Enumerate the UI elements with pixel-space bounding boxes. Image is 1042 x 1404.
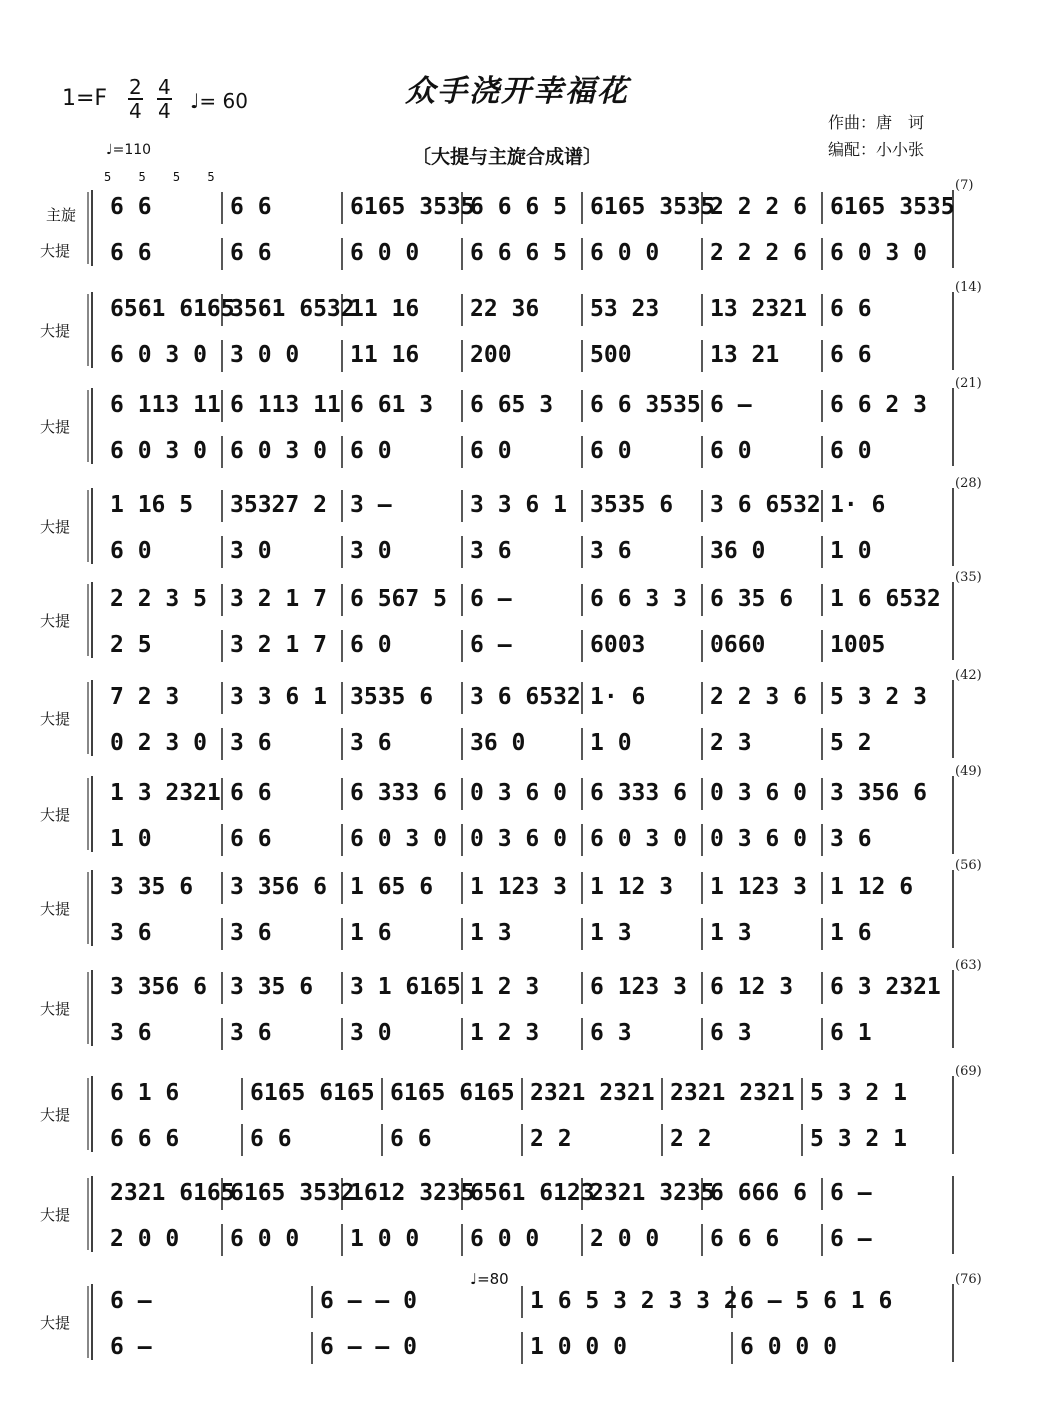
bass-measure: 6 0 (830, 438, 872, 464)
melody-measure: 6 – (470, 586, 512, 612)
melody-measure: 6 6 3535 (590, 392, 701, 418)
measure-number: (63) (955, 958, 982, 973)
page-subtitle: 〔大提与主旋合成谱〕 (412, 146, 603, 168)
melody-measure: 1 12 3 (590, 874, 674, 900)
melody-measure: 6165 3532 (230, 1180, 355, 1206)
melody-measure: 22 36 (470, 296, 540, 322)
bass-measure: 1 2 3 (470, 1020, 540, 1046)
measure-number: (35) (955, 570, 982, 585)
melody-measure: 1 16 5 (110, 492, 194, 518)
melody-measure: 1612 3235 (350, 1180, 475, 1206)
bass-measure: 3 6 (110, 920, 152, 946)
melody-measure: 1 3 2321 (110, 780, 221, 806)
melody-measure: 7 2 3 (110, 684, 180, 710)
bass-measure: 11 16 (350, 342, 420, 368)
bass-measure: 6 6 6 5 (470, 240, 567, 266)
bass-measure: 3 6 (230, 920, 272, 946)
part-label-bass: 大提 (40, 322, 71, 340)
arranger-credit: 编配：小小张 (828, 140, 925, 159)
bass-measure: 6 0 3 0 (110, 438, 207, 464)
part-label-bass: 大提 (40, 242, 71, 260)
melody-measure: 1 2 3 (470, 974, 540, 1000)
melody-measure: 5 3 2 3 (830, 684, 927, 710)
bass-measure: 5 2 (830, 730, 872, 756)
bass-measure: 0660 (710, 632, 766, 658)
bass-measure: 3 6 (230, 730, 272, 756)
bass-measure: 1 0 (590, 730, 632, 756)
melody-measure: 6 3 2321 (830, 974, 941, 1000)
bass-measure: 6 6 (230, 240, 272, 266)
melody-measure: 0 3 6 0 (470, 780, 567, 806)
grace-notes: 5 5 5 5 (104, 170, 215, 184)
bass-measure: 6 0 (590, 438, 632, 464)
bass-measure: 3 6 (350, 730, 392, 756)
part-label-bass: 大提 (40, 1000, 71, 1018)
bass-measure: 6 0 (350, 438, 392, 464)
melody-measure: 6 – (830, 1180, 872, 1206)
bass-measure: 3 6 (590, 538, 632, 564)
melody-measure: 6 – (110, 1288, 152, 1314)
melody-measure: 2321 3235 (590, 1180, 715, 1206)
melody-measure: 3 3 6 1 (230, 684, 327, 710)
bass-measure: 6 6 6 (710, 1226, 780, 1252)
melody-measure: 6 113 11 (230, 392, 341, 418)
melody-measure: 6561 6123 (470, 1180, 595, 1206)
bass-measure: 6 0 0 (350, 240, 420, 266)
bass-measure: 0 3 6 0 (470, 826, 567, 852)
bass-measure: 6 6 6 (110, 1126, 180, 1152)
melody-measure: 13 2321 (710, 296, 807, 322)
bass-measure: 6 0 (350, 632, 392, 658)
bass-measure: 0 2 3 0 (110, 730, 207, 756)
measure-number: (56) (955, 858, 982, 873)
melody-measure: 6 6 (830, 296, 872, 322)
bass-measure: 6 0 3 0 (590, 826, 687, 852)
bass-measure: 2 2 (530, 1126, 572, 1152)
bass-measure: 6 6 (230, 826, 272, 852)
bass-measure: 6 – (110, 1334, 152, 1360)
melody-measure: 1 12 6 (830, 874, 914, 900)
melody-measure: 35327 2 (230, 492, 327, 518)
melody-measure: 6 123 3 (590, 974, 687, 1000)
bass-measure: 6 0 0 0 (740, 1334, 837, 1360)
time-signature-1: $\frac{2}{4}$ (129, 75, 142, 123)
bass-measure: 6 0 (710, 438, 752, 464)
melody-measure: 2321 6165 (110, 1180, 235, 1206)
bass-measure: 6 3 (590, 1020, 632, 1046)
bass-measure: 6 0 0 (590, 240, 660, 266)
bass-measure: 3 6 (230, 1020, 272, 1046)
melody-measure: 3 35 6 (230, 974, 314, 1000)
melody-measure: 6 – 5 6 1 6 (740, 1288, 893, 1314)
bass-measure: 13 21 (710, 342, 780, 368)
bass-measure: 6 6 (830, 342, 872, 368)
melody-measure: 6 333 6 (590, 780, 687, 806)
bass-measure: 6 0 (110, 538, 152, 564)
melody-measure: 53 23 (590, 296, 660, 322)
bass-measure: 6 3 (710, 1020, 752, 1046)
melody-measure: 3 356 6 (110, 974, 207, 1000)
measure-number: (76) (955, 1272, 982, 1287)
melody-measure: 1 6 6532 (830, 586, 941, 612)
tempo-marking: ♩= 60 (190, 89, 248, 113)
bass-measure: 6003 (590, 632, 646, 658)
melody-measure: 2321 2321 (530, 1080, 655, 1106)
melody-measure: 3535 6 (350, 684, 434, 710)
melody-measure: 3 2 1 7 (230, 586, 327, 612)
melody-measure: 6 6 3 3 (590, 586, 687, 612)
melody-measure: 6 – – 0 (320, 1288, 417, 1314)
bass-measure: 6 0 3 0 (830, 240, 927, 266)
bass-measure: 1 3 (470, 920, 512, 946)
part-label-bass: 大提 (40, 418, 71, 436)
melody-measure: 3 6 6532 (710, 492, 821, 518)
bass-measure: 2 2 (670, 1126, 712, 1152)
bass-measure: 6 0 3 0 (230, 438, 327, 464)
melody-measure: 6 6 6 5 (470, 194, 567, 220)
melody-measure: 3 – (350, 492, 392, 518)
melody-measure: 3 35 6 (110, 874, 194, 900)
measure-number: (69) (955, 1064, 982, 1079)
bass-measure: 1 0 (830, 538, 872, 564)
bass-measure: 3 6 (830, 826, 872, 852)
melody-measure: 6165 6165 (390, 1080, 515, 1106)
melody-measure: 6 6 (230, 194, 272, 220)
melody-measure: 6165 3535 (350, 194, 475, 220)
bass-measure: 1 6 (350, 920, 392, 946)
bass-measure: 6 – (470, 632, 512, 658)
melody-measure: 6 12 3 (710, 974, 794, 1000)
measure-number: (14) (955, 280, 982, 295)
bass-measure: 6 0 0 (470, 1226, 540, 1252)
bass-measure: 1 6 (830, 920, 872, 946)
melody-measure: 3535 6 (590, 492, 674, 518)
bass-measure: 2 3 (710, 730, 752, 756)
bass-measure: 6 – – 0 (320, 1334, 417, 1360)
melody-measure: 2 2 2 6 (710, 194, 807, 220)
melody-measure: 3 1 6165 (350, 974, 461, 1000)
bass-measure: 3 6 (470, 538, 512, 564)
bass-measure: 1005 (830, 632, 886, 658)
tempo-change: ♩=80 (470, 1270, 509, 1288)
part-label-bass: 大提 (40, 612, 71, 630)
composer-credit: 作曲：唐 诃 (828, 113, 925, 132)
melody-measure: 1· 6 (830, 492, 886, 518)
time-signature-2: $\frac{4}{4}$ (158, 75, 171, 123)
bass-measure: 6 6 (250, 1126, 292, 1152)
melody-measure: 6 666 6 (710, 1180, 807, 1206)
melody-measure: 6165 3535 (590, 194, 715, 220)
bass-measure: 3 0 (350, 538, 392, 564)
melody-measure: 6561 6165 (110, 296, 235, 322)
melody-measure: 3 6 6532 (470, 684, 581, 710)
part-label-bass: 大提 (40, 900, 71, 918)
part-label-bass: 大提 (40, 710, 71, 728)
melody-measure: 1 65 6 (350, 874, 434, 900)
tempo-start: ♩=110 (106, 142, 152, 158)
bass-measure: 36 0 (470, 730, 526, 756)
melody-measure: 6 333 6 (350, 780, 447, 806)
melody-measure: 6 6 2 3 (830, 392, 927, 418)
bass-measure: 0 3 6 0 (710, 826, 807, 852)
part-label-bass: 大提 (40, 806, 71, 824)
melody-measure: 1· 6 (590, 684, 646, 710)
bass-measure: 200 (470, 342, 512, 368)
melody-measure: 1 6 5 3 2 3 3 2 (530, 1288, 738, 1314)
bass-measure: 6 0 3 0 (350, 826, 447, 852)
bass-measure: 2 0 0 (110, 1226, 180, 1252)
melody-measure: 2321 2321 (670, 1080, 795, 1106)
measure-number: (7) (955, 178, 974, 193)
melody-measure: 6 – (710, 392, 752, 418)
melody-measure: 6 113 11 (110, 392, 221, 418)
bass-measure: 1 0 (110, 826, 152, 852)
melody-measure: 6 567 5 (350, 586, 447, 612)
measure-number: (42) (955, 668, 982, 683)
bass-measure: 2 0 0 (590, 1226, 660, 1252)
bass-measure: 6 0 3 0 (110, 342, 207, 368)
melody-measure: 6 6 (110, 194, 152, 220)
bass-measure: 500 (590, 342, 632, 368)
part-label-bass: 大提 (40, 1206, 71, 1224)
bass-measure: 6 – (830, 1226, 872, 1252)
bass-measure: 2 5 (110, 632, 152, 658)
bass-measure: 6 0 (470, 438, 512, 464)
melody-measure: 0 3 6 0 (710, 780, 807, 806)
bass-measure: 36 0 (710, 538, 766, 564)
part-label-bass: 大提 (40, 1314, 71, 1332)
melody-measure: 3 3 6 1 (470, 492, 567, 518)
measure-number: (21) (955, 376, 982, 391)
bass-measure: 5 3 2 1 (810, 1126, 907, 1152)
bass-measure: 6 1 (830, 1020, 872, 1046)
melody-measure: 6 6 (230, 780, 272, 806)
melody-measure: 1 123 3 (470, 874, 567, 900)
bass-measure: 6 0 0 (230, 1226, 300, 1252)
part-label-main: 主旋 (46, 206, 77, 224)
bass-measure: 3 6 (110, 1020, 152, 1046)
bass-measure: 1 0 0 0 (530, 1334, 627, 1360)
bass-measure: 6 6 (390, 1126, 432, 1152)
measure-number: (28) (955, 476, 982, 491)
bass-measure: 1 3 (710, 920, 752, 946)
bass-measure: 3 2 1 7 (230, 632, 327, 658)
bass-measure: 2 2 2 6 (710, 240, 807, 266)
melody-measure: 6 35 6 (710, 586, 794, 612)
measure-number: (49) (955, 764, 982, 779)
melody-measure: 1 123 3 (710, 874, 807, 900)
bass-measure: 1 0 0 (350, 1226, 420, 1252)
melody-measure: 6 61 3 (350, 392, 434, 418)
melody-measure: 6 65 3 (470, 392, 554, 418)
melody-measure: 6 1 6 (110, 1080, 180, 1106)
melody-measure: 2 2 3 6 (710, 684, 807, 710)
melody-measure: 3 356 6 (230, 874, 327, 900)
bass-measure: 3 0 (350, 1020, 392, 1046)
bass-measure: 6 6 (110, 240, 152, 266)
key-signature: 1=F (62, 86, 108, 111)
melody-measure: 6165 3535 (830, 194, 955, 220)
page-title: 众手浇开幸福花 (405, 74, 629, 109)
bass-measure: 3 0 0 (230, 342, 300, 368)
melody-measure: 6165 6165 (250, 1080, 375, 1106)
bass-measure: 3 0 (230, 538, 272, 564)
part-label-bass: 大提 (40, 1106, 71, 1124)
bass-measure: 1 3 (590, 920, 632, 946)
melody-measure: 5 3 2 1 (810, 1080, 907, 1106)
part-label-bass: 大提 (40, 518, 71, 536)
melody-measure: 2 2 3 5 (110, 586, 207, 612)
melody-measure: 3561 6532 (230, 296, 355, 322)
melody-measure: 11 16 (350, 296, 420, 322)
melody-measure: 3 356 6 (830, 780, 927, 806)
